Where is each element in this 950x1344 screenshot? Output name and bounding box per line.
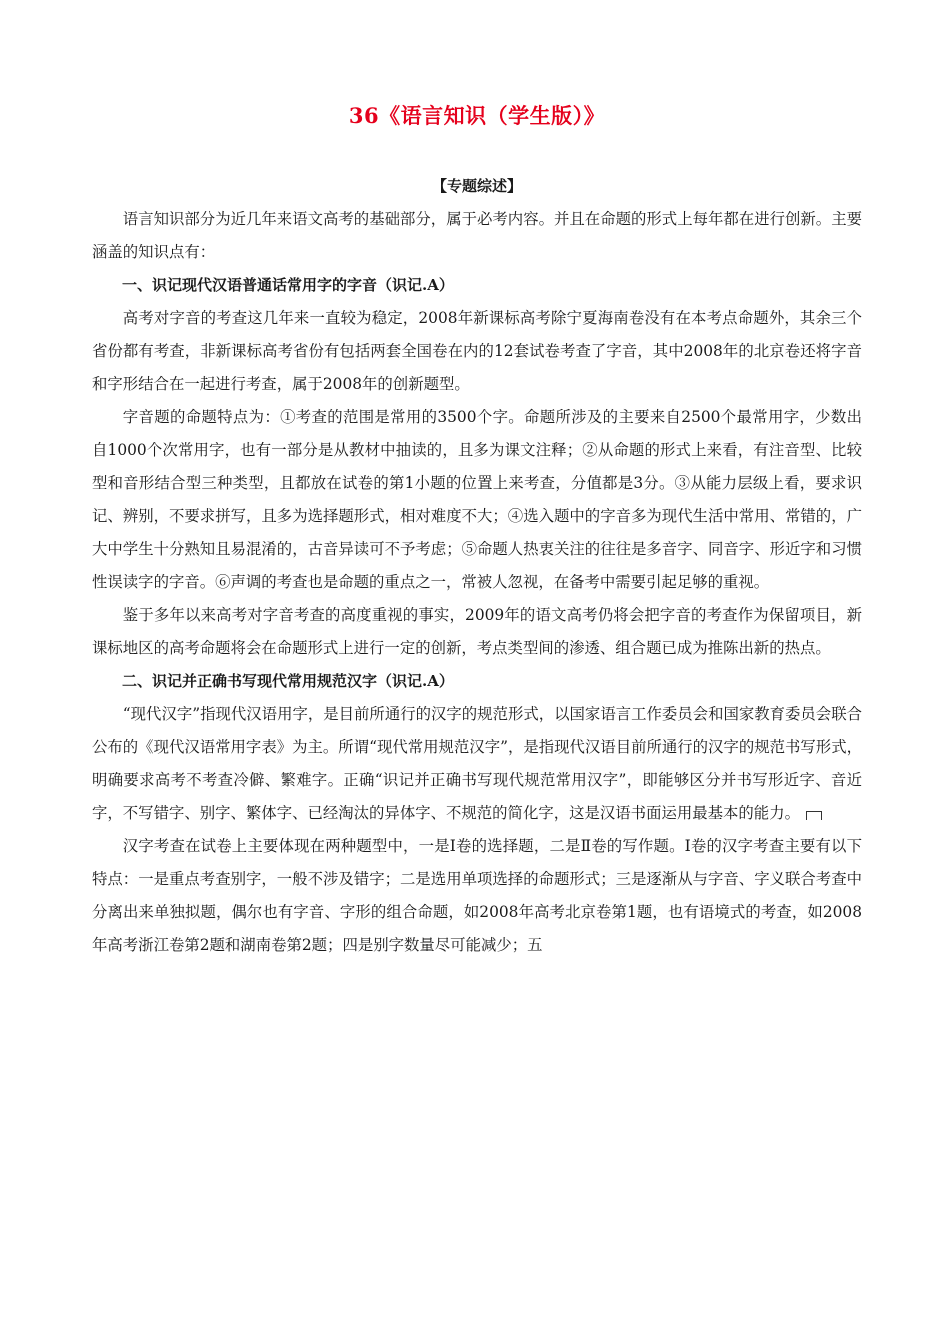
part2-paragraph-1-text: “现代汉字”指现代汉语用字，是目前所通行的汉字的规范形式，以国家语言工作委员会和国家教育委员会联合公布的《现代汉语常用字表》为主。所谓“现代常用规范汉字”，是指现代汉语目前所通行的汉字的规范书写形式，明确要求高考不考查冷僻、繁难字。正确“识记并正确书写现代规范常用汉字”，即能够区分并书写形近字、音近字，不写错字、别字、繁体字、已经淘汰的异体字、不规范的简化字，这是汉语书面运用最基本的能力。 xyxy=(92,705,862,822)
part2-paragraph-1 xyxy=(92,698,862,830)
part1-paragraph-3: 鉴于多年以来高考对字音考查的高度重视的事实，2009年的语文高考仍将会把字音的考查作为保留项目，新课标地区的高考命题将会在命题形式上进行一定的创新，考点类型间的渗透、组合题已成为推陈出新的热点。 xyxy=(92,606,862,657)
part2-heading: 二、识记并正确书写现代常用规范汉字（识记.A） xyxy=(122,672,454,690)
edit-mark-icon xyxy=(806,811,822,820)
part1-paragraph-2: 字音题的命题特点为：①考查的范围是常用的3500个字。命题所涉及的主要来自2500个最常用字，少数出自1000个次常用字，也有一部分是从教材中抽读的，且多为课文注释；②从命题的形式上来看，有注音型、比较型和音形结合型三种类型，且都放在试卷的第1小题的位置上来考查，分值都是3分。③从能力层级上看，要求识记、辨别，不要求拼写，且多为选择题形式，相对难度不大；④选入题中的字音多为现代生活中常用、常错的，广大中学生十分熟知且易混淆的，古音异读可不予考虑；⑤命题人热衷关注的往往是多音字、同音字、形近字和习惯性误读字的字音。⑥声调的考查也是命题的重点之一，常被人忽视，在备考中需要引起足够的重视。 xyxy=(92,408,862,591)
document-page xyxy=(92,0,862,1344)
part2-paragraph-2: 汉字考查在试卷上主要体现在两种题型中，一是Ⅰ卷的选择题，二是Ⅱ卷的写作题。Ⅰ卷的汉字考查主要有以下特点：一是重点考查别字，一般不涉及错字；二是选用单项选择的命题形式；三是逐渐从与字音、字义联合考查中分离出来单独拟题，偶尔也有字音、字形的组合命题，如2008年高考北京卷第1题，也有语境式的考查，如2008年高考浙江卷第2题和湖南卷第2题；四是别字数量尽可能减少；五 xyxy=(92,837,862,954)
section-heading: 【专题综述】 xyxy=(431,177,522,195)
intro-paragraph: 语言知识部分为近几年来语文高考的基础部分，属于必考内容。并且在命题的形式上每年都在进行创新。主要涵盖的知识点有： xyxy=(92,210,862,261)
part1-paragraph-1: 高考对字音的考查这几年来一直较为稳定，2008年新课标高考除宁夏海南卷没有在本考点命题外，其余三个省份都有考查，非新课标高考省份有包括两套全国卷在内的12套试卷考查了字音，其中2008年的北京卷还将字音和字形结合在一起进行考查，属于2008年的创新题型。 xyxy=(92,309,862,393)
document-title: 36《语言知识（学生版）》 xyxy=(348,103,606,128)
document-body xyxy=(92,203,862,962)
part1-heading: 一、识记现代汉语普通话常用字的字音（识记.A） xyxy=(122,276,454,294)
